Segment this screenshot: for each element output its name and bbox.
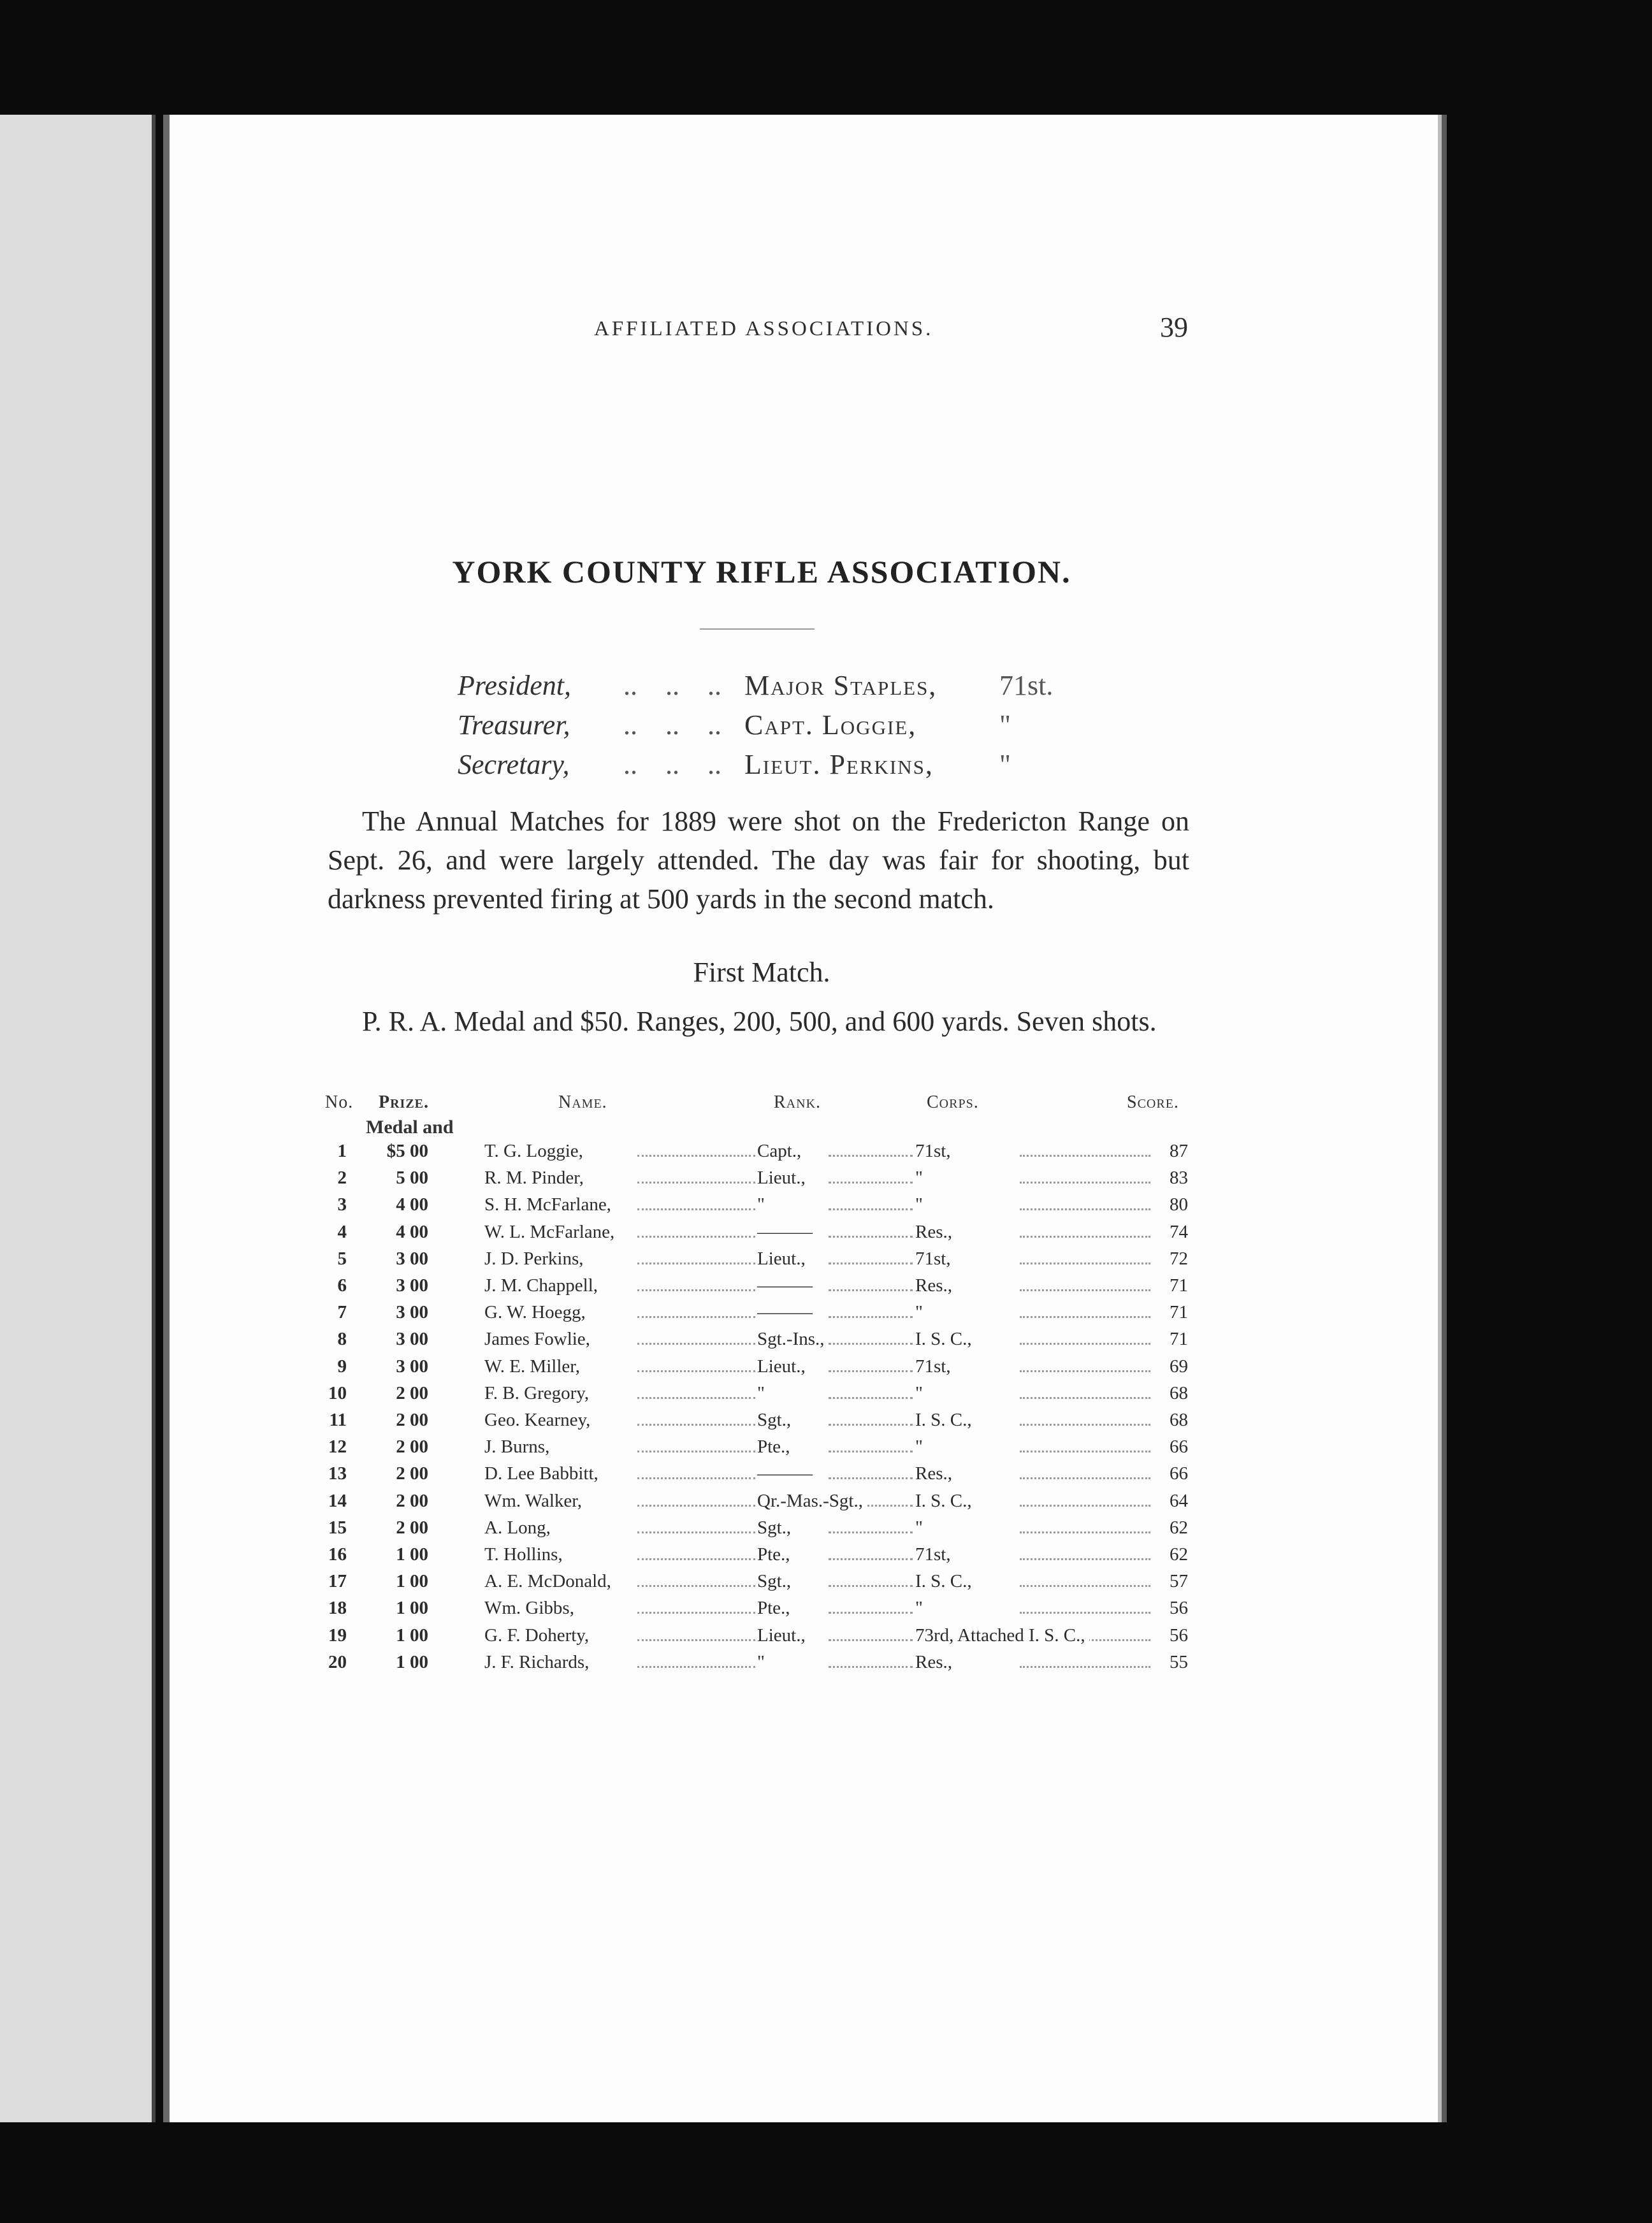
cell-name: James Fowlie, bbox=[484, 1329, 594, 1350]
cell-score: 74 bbox=[1152, 1222, 1192, 1243]
cell-corps: " bbox=[915, 1168, 927, 1189]
cell-no: 19 bbox=[316, 1625, 351, 1646]
cell-name: F. B. Gregory, bbox=[484, 1383, 593, 1404]
leader-dots bbox=[829, 1558, 913, 1560]
officer-holder: Capt. Loggie, bbox=[744, 709, 917, 741]
header-prize: Prize. bbox=[379, 1092, 430, 1112]
cell-rank: Lieut., bbox=[757, 1249, 809, 1270]
cell-rank: Sgt.-Ins., bbox=[757, 1329, 829, 1350]
cell-prize: 3 00 bbox=[371, 1249, 432, 1270]
cell-score: 66 bbox=[1152, 1463, 1192, 1484]
officer-treasurer: Treasurer, .. .. .. Capt. Loggie, " bbox=[458, 709, 1011, 741]
leader-dots bbox=[1020, 1316, 1150, 1318]
cell-no: 8 bbox=[316, 1329, 351, 1350]
cell-corps: 71st, bbox=[915, 1356, 955, 1377]
cell-rank: ——— bbox=[757, 1463, 816, 1484]
cell-name: W. E. Miller, bbox=[484, 1356, 584, 1377]
leader-dots bbox=[637, 1155, 755, 1157]
leader-dots bbox=[1020, 1505, 1150, 1507]
cell-prize: 5 00 bbox=[371, 1168, 432, 1189]
leader-dots bbox=[1020, 1531, 1150, 1533]
leader-dots bbox=[637, 1236, 755, 1238]
leader-dots bbox=[829, 1424, 913, 1426]
cell-prize: 1 00 bbox=[371, 1598, 432, 1619]
leader-dots bbox=[637, 1666, 755, 1668]
cell-no: 13 bbox=[316, 1463, 351, 1484]
cell-corps: 71st, bbox=[915, 1249, 955, 1270]
leader-dots bbox=[829, 1585, 913, 1587]
cell-score: 62 bbox=[1152, 1517, 1192, 1539]
cell-no: 6 bbox=[316, 1275, 351, 1296]
cell-score: 66 bbox=[1152, 1437, 1192, 1458]
officer-holder: Major Staples, bbox=[744, 670, 938, 701]
cell-prize: 1 00 bbox=[371, 1571, 432, 1592]
cell-corps: I. S. C., bbox=[915, 1329, 976, 1350]
cell-prize: $5 00 bbox=[371, 1141, 432, 1162]
cell-no: 18 bbox=[316, 1598, 351, 1619]
cell-no: 3 bbox=[316, 1194, 351, 1215]
cell-prize: 3 00 bbox=[371, 1329, 432, 1350]
leader-dots bbox=[829, 1289, 913, 1291]
cell-score: 56 bbox=[1152, 1598, 1192, 1619]
cell-score: 56 bbox=[1152, 1625, 1192, 1646]
cell-name: J. D. Perkins, bbox=[484, 1249, 587, 1270]
match-heading: First Match. bbox=[693, 957, 830, 988]
cell-corps: Res., bbox=[915, 1222, 956, 1243]
medal-note: Medal and bbox=[366, 1117, 454, 1138]
leader-dots bbox=[829, 1155, 913, 1157]
cell-name: Geo. Kearney, bbox=[484, 1410, 594, 1431]
leader-dots bbox=[1020, 1236, 1150, 1238]
cell-corps: " bbox=[915, 1598, 927, 1619]
leader-dots bbox=[829, 1666, 913, 1668]
cell-rank: Pte., bbox=[757, 1437, 794, 1458]
cell-corps: Res., bbox=[915, 1652, 956, 1673]
cell-rank: Capt., bbox=[757, 1141, 805, 1162]
cell-rank: ——— bbox=[757, 1222, 816, 1243]
header-corps: Corps. bbox=[927, 1092, 979, 1112]
officer-secretary: Secretary, .. .. .. Lieut. Perkins, " bbox=[458, 749, 1011, 780]
cell-prize: 2 00 bbox=[371, 1410, 432, 1431]
cell-name: G. W. Hoegg, bbox=[484, 1302, 590, 1323]
cell-score: 62 bbox=[1152, 1544, 1192, 1565]
table-row bbox=[0, 1544, 1652, 1571]
table-row bbox=[0, 1598, 1652, 1625]
leader-dots bbox=[637, 1639, 755, 1641]
cell-no: 15 bbox=[316, 1517, 351, 1539]
header-name: Name. bbox=[558, 1092, 607, 1112]
leader-dots bbox=[829, 1316, 913, 1318]
cell-name: A. E. McDonald, bbox=[484, 1571, 615, 1592]
leader-dots bbox=[1020, 1263, 1150, 1264]
cell-prize: 2 00 bbox=[371, 1463, 432, 1484]
intro-text: The Annual Matches for 1889 were shot on the Fredericton Range on Sept. 26, and were largely attended. The day was fair for shooting, but darkness prevented firing at 500 yards in the second match. bbox=[328, 806, 1189, 915]
cell-rank: " bbox=[757, 1652, 769, 1673]
running-head: AFFILIATED ASSOCIATIONS. bbox=[594, 317, 934, 340]
header-no: No. bbox=[325, 1092, 354, 1112]
cell-name: S. H. McFarlane, bbox=[484, 1194, 615, 1215]
cell-no: 20 bbox=[316, 1652, 351, 1673]
cell-prize: 2 00 bbox=[371, 1437, 432, 1458]
leader-dots bbox=[637, 1477, 755, 1479]
leader-dots bbox=[1020, 1424, 1150, 1426]
leader-dots bbox=[829, 1343, 913, 1345]
leader-dots bbox=[1020, 1208, 1150, 1210]
cell-no: 9 bbox=[316, 1356, 351, 1377]
title-rule bbox=[700, 628, 815, 630]
leader-dots bbox=[1020, 1477, 1150, 1479]
cell-name: Wm. Gibbs, bbox=[484, 1598, 578, 1619]
cell-score: 87 bbox=[1152, 1141, 1192, 1162]
leader-dots bbox=[637, 1612, 755, 1614]
leader-dots bbox=[1020, 1343, 1150, 1345]
cell-name: T. G. Loggie, bbox=[484, 1141, 587, 1162]
leader-dots bbox=[637, 1531, 755, 1533]
leader-dots bbox=[1020, 1370, 1150, 1372]
cell-no: 11 bbox=[316, 1410, 351, 1431]
cell-rank: Sgt., bbox=[757, 1410, 795, 1431]
leader-dots bbox=[829, 1236, 913, 1238]
cell-score: 69 bbox=[1152, 1356, 1192, 1377]
leader-dots bbox=[1020, 1558, 1150, 1560]
cell-rank: Sgt., bbox=[757, 1571, 795, 1592]
table-row bbox=[0, 1302, 1652, 1329]
leader-dots bbox=[1020, 1666, 1150, 1668]
table-row bbox=[0, 1222, 1652, 1249]
cell-score: 55 bbox=[1152, 1652, 1192, 1673]
cell-corps: " bbox=[915, 1383, 927, 1404]
table-row bbox=[0, 1437, 1652, 1463]
table-row bbox=[0, 1383, 1652, 1410]
leader-dots bbox=[637, 1182, 755, 1184]
cell-name: A. Long, bbox=[484, 1517, 554, 1539]
header-score: Score. bbox=[1127, 1092, 1179, 1112]
cell-name: J. Burns, bbox=[484, 1437, 553, 1458]
cell-rank: Lieut., bbox=[757, 1356, 809, 1377]
leader-dots bbox=[637, 1208, 755, 1210]
table-row bbox=[0, 1410, 1652, 1437]
officer-role: Treasurer, bbox=[458, 709, 570, 741]
cell-no: 5 bbox=[316, 1249, 351, 1270]
leader-dots bbox=[829, 1531, 913, 1533]
cell-rank: Sgt., bbox=[757, 1517, 795, 1539]
leader-dots bbox=[829, 1612, 913, 1614]
cell-score: 72 bbox=[1152, 1249, 1192, 1270]
cell-prize: 1 00 bbox=[371, 1652, 432, 1673]
cell-rank: ——— bbox=[757, 1302, 816, 1323]
leader-dots bbox=[637, 1370, 755, 1372]
cell-no: 4 bbox=[316, 1222, 351, 1243]
officer-role: Secretary, bbox=[458, 749, 570, 780]
leader-dots bbox=[829, 1208, 913, 1210]
cell-score: 71 bbox=[1152, 1302, 1192, 1323]
cell-corps: I. S. C., bbox=[915, 1571, 976, 1592]
cell-corps: 73rd, Attached I. S. C., bbox=[915, 1625, 1089, 1646]
cell-score: 71 bbox=[1152, 1275, 1192, 1296]
cell-no: 17 bbox=[316, 1571, 351, 1592]
cell-name: G. F. Doherty, bbox=[484, 1625, 593, 1646]
cell-prize: 1 00 bbox=[371, 1544, 432, 1565]
cell-score: 64 bbox=[1152, 1491, 1192, 1512]
leader-dots bbox=[829, 1182, 913, 1184]
leader-dots bbox=[637, 1585, 755, 1587]
leader-dots bbox=[637, 1424, 755, 1426]
table-row bbox=[0, 1356, 1652, 1383]
cell-rank: Pte., bbox=[757, 1544, 794, 1565]
cell-score: 71 bbox=[1152, 1329, 1192, 1350]
match-description-text: P. R. A. Medal and $50. Ranges, 200, 500, and 600 yards. Seven shots. bbox=[362, 1006, 1157, 1037]
leader-dots bbox=[637, 1451, 755, 1452]
leader-dots bbox=[637, 1343, 755, 1345]
cell-corps: " bbox=[915, 1437, 927, 1458]
cell-prize: 2 00 bbox=[371, 1383, 432, 1404]
header-rank: Rank. bbox=[774, 1092, 822, 1112]
table-row bbox=[0, 1275, 1652, 1302]
table-row bbox=[0, 1625, 1652, 1652]
cell-score: 80 bbox=[1152, 1194, 1192, 1215]
table-row bbox=[0, 1194, 1652, 1221]
cell-rank: " bbox=[757, 1194, 769, 1215]
cell-corps: " bbox=[915, 1302, 927, 1323]
cell-name: W. L. McFarlane, bbox=[484, 1222, 618, 1243]
cell-rank: Pte., bbox=[757, 1598, 794, 1619]
cell-name: R. M. Pinder, bbox=[484, 1168, 588, 1189]
leader-dots bbox=[637, 1263, 755, 1264]
leader-dots bbox=[637, 1505, 755, 1507]
cell-corps: " bbox=[915, 1194, 927, 1215]
cell-corps: 71st, bbox=[915, 1141, 955, 1162]
leader-dots bbox=[1020, 1585, 1150, 1587]
table-row bbox=[0, 1463, 1652, 1490]
cell-rank: ——— bbox=[757, 1275, 816, 1296]
cell-no: 1 bbox=[316, 1141, 351, 1162]
cell-corps: " bbox=[915, 1517, 927, 1539]
cell-name: J. F. Richards, bbox=[484, 1652, 593, 1673]
leader-dots bbox=[829, 1477, 913, 1479]
cell-corps: I. S. C., bbox=[915, 1491, 976, 1512]
table-row bbox=[0, 1141, 1652, 1168]
table-row bbox=[0, 1491, 1652, 1517]
leader-dots bbox=[637, 1289, 755, 1291]
cell-rank: Lieut., bbox=[757, 1625, 809, 1646]
leader-dots bbox=[829, 1639, 913, 1641]
intro-paragraph bbox=[328, 802, 1189, 918]
table-row bbox=[0, 1168, 1652, 1194]
cell-score: 57 bbox=[1152, 1571, 1192, 1592]
leader-dots bbox=[637, 1397, 755, 1399]
leader-dots bbox=[1020, 1397, 1150, 1399]
cell-no: 14 bbox=[316, 1491, 351, 1512]
officer-role: President, bbox=[458, 670, 571, 701]
cell-prize: 4 00 bbox=[371, 1194, 432, 1215]
cell-prize: 2 00 bbox=[371, 1491, 432, 1512]
officer-regiment: " bbox=[999, 749, 1011, 780]
cell-no: 10 bbox=[316, 1383, 351, 1404]
leader-dots bbox=[1020, 1155, 1150, 1157]
cell-name: T. Hollins, bbox=[484, 1544, 567, 1565]
leader-dots bbox=[637, 1316, 755, 1318]
cell-no: 7 bbox=[316, 1302, 351, 1323]
cell-name: D. Lee Babbitt, bbox=[484, 1463, 602, 1484]
leader-dots bbox=[1020, 1451, 1150, 1452]
cell-prize: 3 00 bbox=[371, 1356, 432, 1377]
officer-regiment: 71st. bbox=[999, 670, 1054, 701]
leader-dots bbox=[1020, 1182, 1150, 1184]
cell-score: 68 bbox=[1152, 1383, 1192, 1404]
cell-rank: Qr.-Mas.-Sgt., bbox=[757, 1491, 867, 1512]
cell-no: 12 bbox=[316, 1437, 351, 1458]
leader-dots bbox=[829, 1451, 913, 1452]
cell-corps: Res., bbox=[915, 1463, 956, 1484]
cell-prize: 4 00 bbox=[371, 1222, 432, 1243]
cell-rank: " bbox=[757, 1383, 769, 1404]
table-row bbox=[0, 1249, 1652, 1275]
leader-dots bbox=[1020, 1289, 1150, 1291]
table-row bbox=[0, 1517, 1652, 1544]
cell-prize: 2 00 bbox=[371, 1517, 432, 1539]
leader-dots bbox=[1020, 1612, 1150, 1614]
cell-prize: 3 00 bbox=[371, 1275, 432, 1296]
cell-score: 83 bbox=[1152, 1168, 1192, 1189]
cell-score: 68 bbox=[1152, 1410, 1192, 1431]
match-description bbox=[328, 1002, 1189, 1041]
table-row bbox=[0, 1652, 1652, 1679]
cell-prize: 1 00 bbox=[371, 1625, 432, 1646]
leader-dots bbox=[829, 1263, 913, 1264]
leader-dots bbox=[829, 1397, 913, 1399]
cell-prize: 3 00 bbox=[371, 1302, 432, 1323]
officer-regiment: " bbox=[999, 709, 1011, 741]
officer-president: President, .. .. .. Major Staples, 71st. bbox=[458, 670, 1054, 701]
cell-corps: Res., bbox=[915, 1275, 956, 1296]
book-page bbox=[163, 115, 1438, 2122]
page-number: 39 bbox=[1160, 312, 1188, 343]
officer-holder: Lieut. Perkins, bbox=[744, 749, 934, 780]
cell-name: Wm. Walker, bbox=[484, 1491, 586, 1512]
cell-name: J. M. Chappell, bbox=[484, 1275, 602, 1296]
cell-no: 16 bbox=[316, 1544, 351, 1565]
cell-corps: 71st, bbox=[915, 1544, 955, 1565]
table-row bbox=[0, 1329, 1652, 1356]
cell-corps: I. S. C., bbox=[915, 1410, 976, 1431]
facing-page-edge bbox=[0, 115, 156, 2122]
cell-rank: Lieut., bbox=[757, 1168, 809, 1189]
table-row bbox=[0, 1571, 1652, 1598]
leader-dots bbox=[829, 1370, 913, 1372]
cell-no: 2 bbox=[316, 1168, 351, 1189]
leader-dots bbox=[637, 1558, 755, 1560]
page-title: YORK COUNTY RIFLE ASSOCIATION. bbox=[452, 554, 1071, 590]
